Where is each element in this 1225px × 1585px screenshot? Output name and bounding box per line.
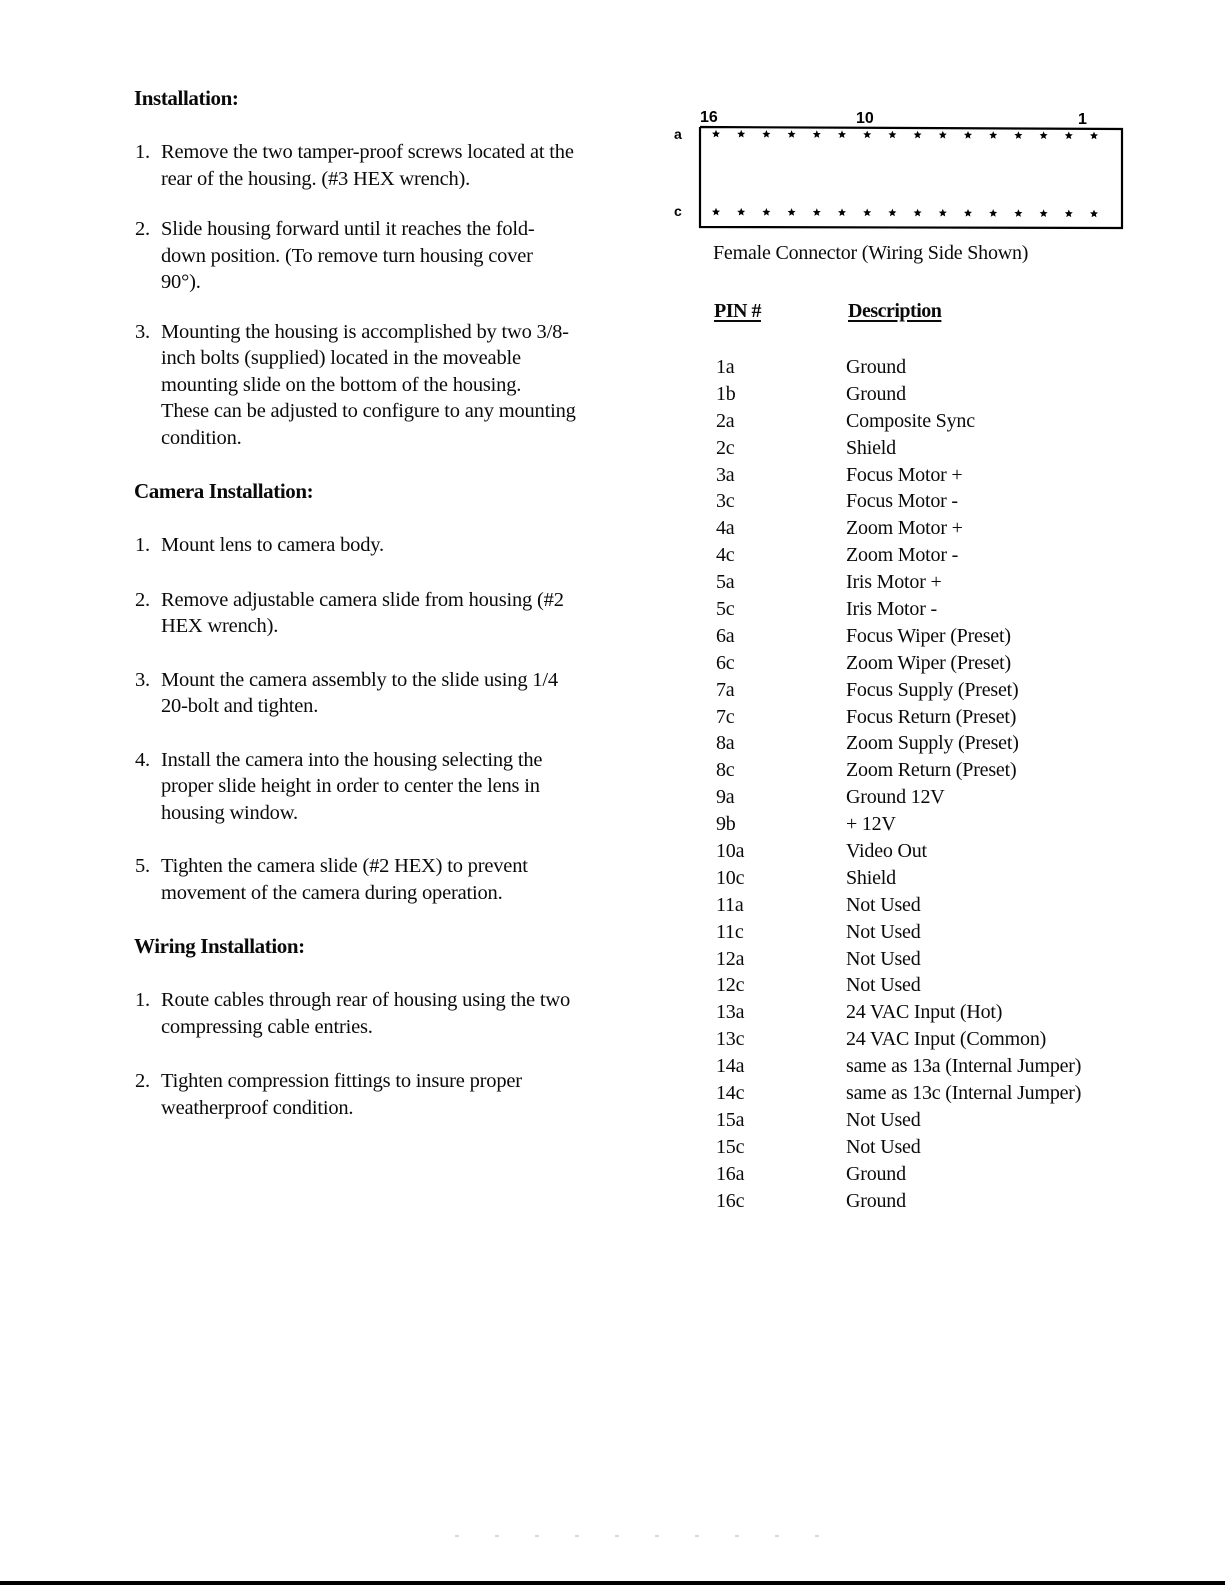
- pin-star-icon-12a: [813, 130, 821, 138]
- pin-id: 5c: [716, 598, 735, 621]
- step-line: These can be adjusted to configure to any mounting: [161, 400, 576, 422]
- pin-description: Shield: [846, 436, 896, 459]
- pin-id: 2a: [716, 409, 735, 432]
- pin-id: 1a: [716, 356, 735, 378]
- pin-table-row: [714, 408, 1134, 435]
- pin-id: 6a: [716, 624, 735, 647]
- pin-id: 13c: [716, 1028, 745, 1051]
- step-line: weatherproof condition.: [161, 1096, 354, 1119]
- pin-description: Iris Motor -: [846, 598, 937, 621]
- pin-table-row: [714, 1053, 1134, 1080]
- wiring-step-2: [134, 1068, 644, 1121]
- pin-star-icon-7a: [939, 131, 947, 139]
- connector-drawing: [660, 100, 1130, 235]
- pin-table-row: [714, 1134, 1134, 1161]
- installation-step-2: [134, 216, 644, 296]
- pin-id: 7a: [716, 678, 735, 701]
- pin-star-icon-2c: [1065, 209, 1073, 217]
- pin-table-row: [714, 435, 1134, 462]
- step-number: 3.: [135, 668, 150, 691]
- pin-description: Ground: [846, 1189, 906, 1212]
- connector-outline: [700, 127, 1122, 228]
- step-line: Remove adjustable camera slide from housing (#2: [161, 588, 564, 611]
- pin-description: Not Used: [846, 974, 921, 997]
- scan-artifact: [455, 1535, 855, 1537]
- pin-id: 12a: [716, 947, 745, 970]
- step-line: 20-bolt and tighten.: [161, 695, 319, 717]
- pin-description: Not Used: [846, 947, 921, 970]
- pin-table-row: [714, 677, 1134, 704]
- pin-description: Ground: [846, 1162, 906, 1185]
- pin-description: Not Used: [846, 893, 921, 916]
- pin-star-icon-14a: [762, 130, 770, 138]
- step-line: rear of the housing. (#3 HEX wrench).: [161, 167, 471, 190]
- pin-star-icon-4a: [1014, 131, 1022, 139]
- step-line: Route cables through rear of housing using the two: [161, 989, 571, 1011]
- pin-description: Ground: [846, 382, 906, 405]
- pin-star-icon-1c: [1090, 210, 1098, 218]
- pin-id: 16a: [716, 1162, 745, 1185]
- pin-description: Iris Motor +: [846, 571, 942, 594]
- pin-description: Focus Return (Preset): [846, 705, 1017, 728]
- pin-id: 4c: [716, 544, 735, 567]
- pin-table-row: [714, 811, 1134, 838]
- step-number: 1.: [135, 989, 150, 1011]
- step-line: Install the camera into the housing selecting the: [161, 748, 543, 771]
- pin-table-row: [714, 972, 1134, 999]
- step-line: Mount lens to camera body.: [161, 534, 384, 556]
- step-line: Mounting the housing is accomplished by two 3/8-: [161, 320, 569, 343]
- pin-id: 1b: [716, 382, 736, 405]
- pin-row-c: [712, 208, 1098, 217]
- pin-description: Focus Motor -: [846, 490, 958, 513]
- pin-id: 15c: [716, 1135, 745, 1158]
- step-number: 4.: [135, 748, 150, 771]
- step-line: Mount the camera assembly to the slide using 1/4: [161, 668, 558, 691]
- pin-description: 24 VAC Input (Common): [846, 1028, 1047, 1051]
- pin-id: 12c: [716, 974, 745, 997]
- camera-step-5: [134, 853, 644, 906]
- pin-star-icon-11c: [838, 208, 846, 216]
- pin-id: 4a: [716, 517, 735, 540]
- pin-star-icon-15c: [737, 208, 745, 216]
- pin-description: Zoom Wiper (Preset): [846, 651, 1011, 674]
- pin-star-icon-8c: [914, 209, 922, 217]
- pin-description: 24 VAC Input (Hot): [846, 1001, 1003, 1024]
- connector-diagram: [660, 100, 1130, 235]
- step-number: 5.: [135, 855, 150, 877]
- installation-step-1: [134, 139, 644, 192]
- pin-table-row: [714, 381, 1134, 408]
- pin-star-icon-5a: [989, 131, 997, 139]
- camera-step-1: [134, 532, 644, 559]
- pin-description: Focus Wiper (Preset): [846, 624, 1011, 647]
- pin-star-icon-9c: [888, 209, 896, 217]
- pin-star-icon-10c: [863, 209, 871, 217]
- pin-star-icon-2a: [1065, 131, 1073, 139]
- pin-id: 11c: [716, 920, 744, 943]
- pin-table-row: [714, 838, 1134, 865]
- row-label-c: c: [674, 203, 682, 219]
- pin-description: + 12V: [846, 813, 896, 836]
- step-line: Tighten the camera slide (#2 HEX) to prevent: [161, 855, 528, 877]
- page-edge: [0, 1581, 1225, 1585]
- pin-star-icon-1a: [1090, 132, 1098, 140]
- pin-star-icon-3c: [1040, 209, 1048, 217]
- pin-star-icon-16c: [712, 208, 720, 216]
- camera-step-2: [134, 587, 644, 640]
- pin-star-icon-5c: [989, 209, 997, 217]
- pin-table-row: [714, 1161, 1134, 1188]
- pin-table-row: [714, 623, 1134, 650]
- pin-table-row: [714, 462, 1134, 489]
- step-line: 90°).: [161, 271, 201, 293]
- pin-star-icon-3a: [1040, 131, 1048, 139]
- pin-star-icon-6a: [964, 131, 972, 139]
- pin-description: Not Used: [846, 1108, 921, 1131]
- step-line: Slide housing forward until it reaches the fold-: [161, 218, 535, 240]
- pin-star-icon-12c: [813, 208, 821, 216]
- pin-id: 8a: [716, 732, 735, 755]
- pin-description: Zoom Motor -: [846, 544, 959, 567]
- pin-id: 11a: [716, 893, 744, 916]
- pin-star-icon-4c: [1014, 209, 1022, 217]
- pin-table-row: [714, 1107, 1134, 1134]
- pin-star-icon-14c: [762, 208, 770, 216]
- pin-description: same as 13c (Internal Jumper): [846, 1082, 1082, 1105]
- installation-step-3: [134, 319, 644, 452]
- pin-table-row: [714, 919, 1134, 946]
- pin-description: Focus Supply (Preset): [846, 678, 1019, 701]
- pin-star-icon-6c: [964, 209, 972, 217]
- wiring-step-1: [134, 987, 644, 1040]
- pin-star-icon-10a: [863, 131, 871, 139]
- step-line: movement of the camera during operation.: [161, 881, 503, 904]
- column-label-1: 1: [1078, 111, 1087, 128]
- pin-column-header: PIN #: [714, 300, 761, 322]
- pin-table-row: [714, 569, 1134, 596]
- step-number: 2.: [135, 1070, 150, 1092]
- pin-description: Ground: [846, 356, 906, 378]
- pin-description: Zoom Supply (Preset): [846, 732, 1019, 755]
- pin-description: Video Out: [846, 840, 927, 863]
- pin-id: 2c: [716, 436, 735, 459]
- step-line: down position. (To remove turn housing cover: [161, 244, 533, 267]
- pin-description: Ground 12V: [846, 786, 945, 809]
- pin-description: Composite Sync: [846, 409, 975, 432]
- pin-table-row: [714, 999, 1134, 1026]
- pin-table-row: [714, 1026, 1134, 1053]
- description-column-header: Description: [848, 300, 942, 322]
- pin-table-row: [714, 488, 1134, 515]
- step-number: 3.: [135, 320, 150, 343]
- step-line: Tighten compression fittings to insure proper: [161, 1070, 522, 1092]
- pin-table-row: [714, 515, 1134, 542]
- step-number: 2.: [135, 588, 150, 611]
- step-line: housing window.: [161, 801, 298, 824]
- column-label-16: 16: [700, 109, 718, 126]
- pin-star-icon-15a: [737, 130, 745, 138]
- pin-id: 14a: [716, 1055, 745, 1078]
- pin-description: Shield: [846, 866, 896, 889]
- step-line: mounting slide on the bottom of the housing.: [161, 373, 522, 396]
- pin-table-row: [714, 354, 1134, 381]
- pin-id: 16c: [716, 1189, 745, 1212]
- step-number: 1.: [135, 141, 150, 163]
- pin-star-icon-7c: [939, 209, 947, 217]
- pin-table-row: [714, 757, 1134, 784]
- column-label-10: 10: [856, 110, 874, 127]
- section-heading-camera-installation: Camera Installation:: [134, 479, 314, 503]
- pin-row-a: [712, 130, 1098, 139]
- step-line: HEX wrench).: [161, 615, 279, 637]
- pin-star-icon-8a: [914, 131, 922, 139]
- pin-id: 10a: [716, 840, 745, 863]
- pin-id: 14c: [716, 1082, 745, 1105]
- step-line: inch bolts (supplied) located in the moveable: [161, 347, 521, 369]
- connector-caption: Female Connector (Wiring Side Shown): [713, 242, 1029, 264]
- pin-description: Zoom Return (Preset): [846, 759, 1017, 782]
- step-line: Remove the two tamper-proof screws located at the: [161, 141, 574, 163]
- pin-table-row: [714, 1188, 1134, 1215]
- pin-id: 6c: [716, 651, 735, 674]
- camera-step-3: [134, 667, 644, 720]
- pin-description: Not Used: [846, 1135, 921, 1158]
- pin-table-row: [714, 865, 1134, 892]
- step-number: 2.: [135, 218, 150, 240]
- pin-star-icon-13a: [788, 130, 796, 138]
- pin-id: 5a: [716, 571, 735, 594]
- pin-table-row: [714, 542, 1134, 569]
- pin-star-icon-9a: [888, 131, 896, 139]
- pin-description: Not Used: [846, 920, 921, 943]
- pin-table-row: [714, 946, 1134, 973]
- pin-table-body: [714, 354, 1134, 1215]
- pin-table-row: [714, 784, 1134, 811]
- step-number: 1.: [135, 534, 150, 556]
- row-label-a: a: [674, 126, 682, 142]
- pin-table-row: [714, 892, 1134, 919]
- installation-instructions: [134, 84, 644, 1121]
- step-line: condition.: [161, 426, 242, 449]
- pin-star-icon-16a: [712, 130, 720, 138]
- pin-table-row: [714, 704, 1134, 731]
- pin-description: Focus Motor +: [846, 463, 963, 486]
- pin-id: 15a: [716, 1108, 745, 1131]
- pin-id: 9b: [716, 813, 736, 836]
- pin-id: 7c: [716, 705, 735, 728]
- section-heading-installation: Installation:: [134, 86, 239, 110]
- pin-star-icon-13c: [788, 208, 796, 216]
- pin-id: 3a: [716, 463, 735, 486]
- pin-table-row: [714, 596, 1134, 623]
- pin-table-row: [714, 650, 1134, 677]
- pin-id: 13a: [716, 1001, 745, 1024]
- step-line: proper slide height in order to center the lens in: [161, 775, 540, 797]
- pin-id: 10c: [716, 866, 745, 889]
- pin-description: Zoom Motor +: [846, 517, 963, 540]
- pin-star-icon-11a: [838, 130, 846, 138]
- pin-table-row: [714, 1080, 1134, 1107]
- pin-id: 9a: [716, 786, 735, 809]
- pin-id: 3c: [716, 490, 735, 513]
- camera-step-4: [134, 747, 644, 827]
- pin-description: same as 13a (Internal Jumper): [846, 1055, 1082, 1078]
- pin-table-row: [714, 730, 1134, 757]
- section-heading-wiring-installation: Wiring Installation:: [134, 934, 305, 958]
- step-line: compressing cable entries.: [161, 1015, 373, 1038]
- pin-id: 8c: [716, 759, 735, 782]
